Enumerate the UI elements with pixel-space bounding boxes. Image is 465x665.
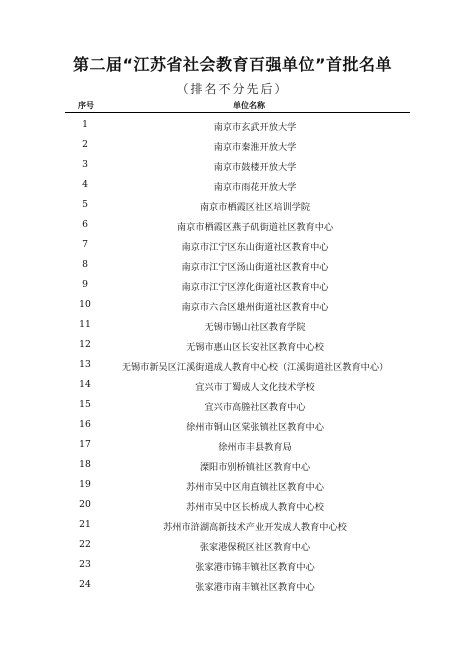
table-row [0,335,465,355]
row-number: 15 [79,399,91,410]
column-header-number: 序号 [78,101,94,110]
row-unit-name: 无锡市惠山区长安社区教育中心校 [186,342,324,353]
row-unit-name: 南京市江宁区东山街道社区教育中心 [181,242,329,253]
column-header-name: 单位名称 [233,101,265,110]
row-unit-name: 苏州市吴中区甪直镇社区教育中心 [186,482,324,493]
row-number: 9 [82,279,88,290]
row-unit-name: 苏州市吴中区长桥成人教育中心校 [186,502,324,513]
table-row [0,475,465,495]
row-unit-name: 张家港市锦丰镇社区教育中心 [195,562,315,573]
row-number: 21 [79,519,91,530]
row-unit-name: 苏州市浒湖高新技术产业开发成人教育中心校 [163,522,347,533]
row-number: 24 [79,579,91,590]
row-number: 8 [82,259,88,270]
row-unit-name: 南京市栖霞区社区培训学院 [199,202,311,213]
table-row [0,395,465,415]
table-row [0,275,465,295]
row-unit-name: 无锡市锡山社区教育学院 [204,322,306,333]
row-unit-name: 南京市六合区雄州街道社区教育中心 [181,302,329,313]
table-row [0,115,465,135]
table-row [0,355,465,375]
row-number: 18 [79,459,91,470]
row-unit-name: 宜兴市丁蜀成人文化技术学校 [195,382,315,393]
row-number: 1 [82,119,88,130]
row-number: 19 [79,479,91,490]
row-unit-name: 溧阳市别桥镇社区教育中心 [199,462,311,473]
row-unit-name: 南京市雨花开放大学 [213,182,297,193]
table-row [0,195,465,215]
table-row [0,215,465,235]
row-number: 2 [82,139,88,150]
row-unit-name: 徐州市铜山区棠张镇社区教育中心 [186,422,324,433]
table-row [0,175,465,195]
row-number: 17 [79,439,91,450]
row-number: 3 [82,159,88,170]
table-row [0,155,465,175]
table-row [0,255,465,275]
table-row [0,315,465,335]
row-number: 11 [79,319,91,330]
table-row [0,235,465,255]
table-row [0,375,465,395]
row-number: 6 [82,219,88,230]
row-number: 23 [79,559,91,570]
page-title: 第二届“江苏省社会教育百强单位”首批名单 [72,55,393,74]
row-unit-name: 南京市江宁区淳化街道社区教育中心 [181,282,329,293]
table-row [0,295,465,315]
table-row [0,555,465,575]
row-number: 16 [79,419,91,430]
table-row [0,495,465,515]
row-unit-name: 南京市江宁区汤山街道社区教育中心 [181,262,329,273]
row-unit-name: 徐州市丰县教育局 [218,442,292,453]
row-number: 7 [82,239,88,250]
row-number: 12 [79,339,91,350]
row-unit-name: 宜兴市高塍社区教育中心 [204,402,306,413]
table-row [0,455,465,475]
row-unit-name: 张家港市南丰镇社区教育中心 [195,582,315,593]
row-unit-name: 南京市栖霞区燕子矶街道社区教育中心 [176,222,334,233]
row-unit-name: 张家港保税区社区教育中心 [199,542,311,553]
row-number: 13 [79,359,91,370]
table-row [0,515,465,535]
table-body [0,115,465,595]
row-number: 5 [82,199,88,210]
row-unit-name: 无锡市新吴区江溪街道成人教育中心校（江溪街道社区教育中心） [121,362,389,373]
table-header [65,98,410,113]
row-number: 14 [79,379,91,390]
row-unit-name: 南京市鼓楼开放大学 [213,162,297,173]
row-number: 10 [79,299,91,310]
table-row [0,575,465,595]
table-row [0,135,465,155]
row-unit-name: 南京市秦淮开放大学 [213,142,297,153]
row-number: 4 [82,179,88,190]
page-subtitle: （排名不分先后） [176,82,289,96]
table-row [0,415,465,435]
table-row [0,535,465,555]
row-number: 22 [79,539,91,550]
row-number: 20 [79,499,91,510]
table-row [0,435,465,455]
row-unit-name: 南京市玄武开放大学 [213,122,297,133]
